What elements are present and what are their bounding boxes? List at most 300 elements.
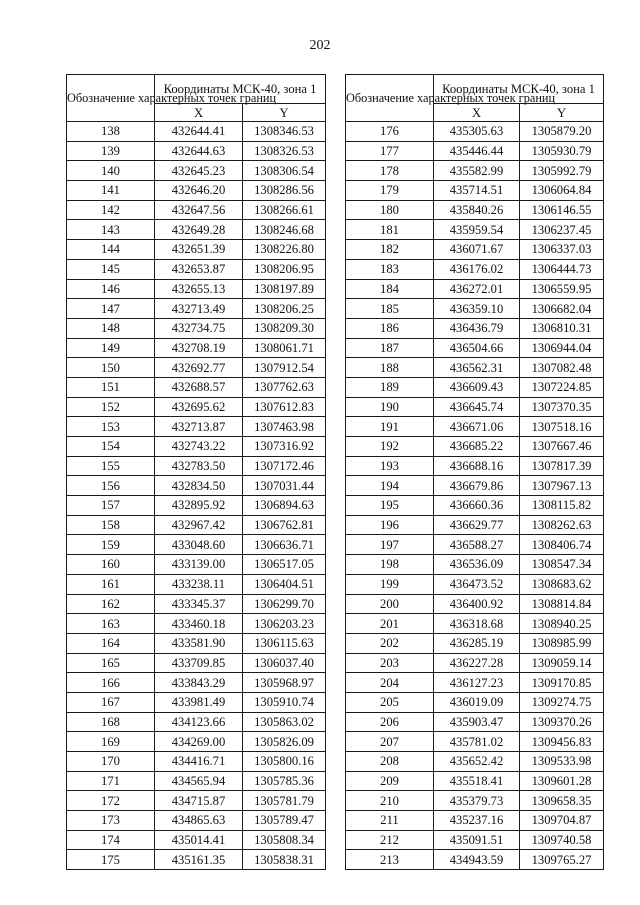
point-number-cell: 195 [346, 496, 434, 516]
y-coordinate-cell: 1305930.79 [520, 141, 604, 161]
table-row [346, 555, 604, 575]
x-coordinate-cell: 432734.75 [155, 318, 243, 338]
point-number-cell: 139 [67, 141, 155, 161]
x-coordinate-cell: 435840.26 [434, 200, 520, 220]
table-row [346, 712, 604, 732]
y-coordinate-cell: 1307082.48 [520, 358, 604, 378]
table-row [346, 279, 604, 299]
coord-system-header: Координаты МСК-40, зона 1 [434, 75, 604, 104]
point-number-cell: 212 [346, 830, 434, 850]
y-coordinate-cell: 1306762.81 [243, 515, 326, 535]
x-coordinate-cell: 435237.16 [434, 811, 520, 831]
table-row [346, 830, 604, 850]
y-coordinate-cell: 1305838.31 [243, 850, 326, 870]
point-number-cell: 164 [67, 633, 155, 653]
point-number-cell: 172 [67, 791, 155, 811]
table-row [67, 496, 326, 516]
table-row [67, 830, 326, 850]
x-coordinate-cell: 435903.47 [434, 712, 520, 732]
point-number-cell: 173 [67, 811, 155, 831]
point-number-cell: 181 [346, 220, 434, 240]
y-coordinate-cell: 1305785.36 [243, 771, 326, 791]
table-row [67, 220, 326, 240]
x-coordinate-cell: 436400.92 [434, 594, 520, 614]
point-number-cell: 200 [346, 594, 434, 614]
x-coordinate-cell: 436685.22 [434, 437, 520, 457]
y-coordinate-cell: 1307762.63 [243, 377, 326, 397]
x-coordinate-cell: 435014.41 [155, 830, 243, 850]
point-number-cell: 156 [67, 476, 155, 496]
table-row [346, 358, 604, 378]
table-row [346, 200, 604, 220]
table-row [67, 141, 326, 161]
point-number-cell: 138 [67, 122, 155, 142]
x-coordinate-cell: 434943.59 [434, 850, 520, 870]
table-row [346, 535, 604, 555]
x-coordinate-cell: 432695.62 [155, 397, 243, 417]
table-row [67, 555, 326, 575]
point-number-cell: 180 [346, 200, 434, 220]
y-coordinate-cell: 1306944.04 [520, 338, 604, 358]
y-coordinate-cell: 1306299.70 [243, 594, 326, 614]
x-coordinate-cell: 436318.68 [434, 614, 520, 634]
x-coordinate-cell: 435305.63 [434, 122, 520, 142]
y-coordinate-cell: 1308683.62 [520, 574, 604, 594]
y-coordinate-cell: 1306337.03 [520, 240, 604, 260]
x-coordinate-cell: 436176.02 [434, 259, 520, 279]
y-coordinate-cell: 1308406.74 [520, 535, 604, 555]
point-number-cell: 159 [67, 535, 155, 555]
point-number-cell: 203 [346, 653, 434, 673]
y-coordinate-cell: 1308262.63 [520, 515, 604, 535]
y-coordinate-cell: 1306682.04 [520, 299, 604, 319]
y-coordinate-cell: 1306444.73 [520, 259, 604, 279]
point-number-cell: 175 [67, 850, 155, 870]
table-row [346, 161, 604, 181]
x-coordinate-cell: 433139.00 [155, 555, 243, 575]
x-coordinate-cell: 432895.92 [155, 496, 243, 516]
x-coordinate-cell: 433709.85 [155, 653, 243, 673]
point-number-cell: 149 [67, 338, 155, 358]
x-coordinate-cell: 436071.67 [434, 240, 520, 260]
table-row [67, 456, 326, 476]
table-row [67, 358, 326, 378]
x-coordinate-cell: 432834.50 [155, 476, 243, 496]
y-coordinate-cell: 1308115.82 [520, 496, 604, 516]
y-coordinate-cell: 1306404.51 [243, 574, 326, 594]
point-number-cell: 148 [67, 318, 155, 338]
page-number: 202 [309, 38, 331, 53]
table-row [346, 653, 604, 673]
y-coordinate-cell: 1307224.85 [520, 377, 604, 397]
x-coordinate-cell: 435781.02 [434, 732, 520, 752]
point-number-cell: 177 [346, 141, 434, 161]
y-coordinate-cell: 1308206.25 [243, 299, 326, 319]
table-row [67, 653, 326, 673]
x-coordinate-cell: 436629.77 [434, 515, 520, 535]
x-coordinate-cell: 435652.42 [434, 752, 520, 772]
point-number-cell: 157 [67, 496, 155, 516]
x-coordinate-cell: 436688.16 [434, 456, 520, 476]
table-row [67, 200, 326, 220]
table-row [346, 397, 604, 417]
y-column-header: Y [520, 104, 604, 122]
table-row [67, 732, 326, 752]
y-coordinate-cell: 1309533.98 [520, 752, 604, 772]
x-coordinate-cell: 432783.50 [155, 456, 243, 476]
y-coordinate-cell: 1306237.45 [520, 220, 604, 240]
x-coordinate-cell: 432653.87 [155, 259, 243, 279]
y-coordinate-cell: 1308246.68 [243, 220, 326, 240]
x-coordinate-cell: 432644.41 [155, 122, 243, 142]
x-coordinate-cell: 433460.18 [155, 614, 243, 634]
point-number-cell: 161 [67, 574, 155, 594]
point-number-cell: 165 [67, 653, 155, 673]
table-row [67, 791, 326, 811]
table-row [346, 417, 604, 437]
y-coordinate-cell: 1308547.34 [520, 555, 604, 575]
y-coordinate-cell: 1307667.46 [520, 437, 604, 457]
x-coordinate-cell: 432647.56 [155, 200, 243, 220]
table-row [67, 417, 326, 437]
point-number-cell: 179 [346, 181, 434, 201]
table-row [67, 476, 326, 496]
table-row [346, 850, 604, 870]
point-number-cell: 167 [67, 692, 155, 712]
x-coordinate-cell: 433048.60 [155, 535, 243, 555]
table-row [67, 259, 326, 279]
x-coordinate-cell: 435582.99 [434, 161, 520, 181]
x-coordinate-cell: 433981.49 [155, 692, 243, 712]
x-coordinate-cell: 433843.29 [155, 673, 243, 693]
y-coordinate-cell: 1307967.13 [520, 476, 604, 496]
table-row [67, 181, 326, 201]
x-coordinate-cell: 434715.87 [155, 791, 243, 811]
point-number-cell: 142 [67, 200, 155, 220]
y-coordinate-cell: 1309658.35 [520, 791, 604, 811]
table-row [67, 515, 326, 535]
point-number-cell: 207 [346, 732, 434, 752]
y-coordinate-cell: 1308814.84 [520, 594, 604, 614]
point-number-cell: 198 [346, 555, 434, 575]
point-number-cell: 152 [67, 397, 155, 417]
y-coordinate-cell: 1309456.83 [520, 732, 604, 752]
table-row [346, 732, 604, 752]
x-coordinate-cell: 432692.77 [155, 358, 243, 378]
point-header: Обозначение характерных точек границ [346, 75, 434, 122]
coord-system-header: Координаты МСК-40, зона 1 [155, 75, 326, 104]
x-coordinate-cell: 436679.86 [434, 476, 520, 496]
y-coordinate-cell: 1305826.09 [243, 732, 326, 752]
table-row [67, 850, 326, 870]
y-coordinate-cell: 1307518.16 [520, 417, 604, 437]
point-number-cell: 211 [346, 811, 434, 831]
table-row [67, 437, 326, 457]
y-coordinate-cell: 1308306.54 [243, 161, 326, 181]
table-row [67, 594, 326, 614]
x-coordinate-cell: 432655.13 [155, 279, 243, 299]
y-coordinate-cell: 1309370.26 [520, 712, 604, 732]
point-number-cell: 188 [346, 358, 434, 378]
y-coordinate-cell: 1309740.58 [520, 830, 604, 850]
y-column-header: Y [243, 104, 326, 122]
table-row [346, 692, 604, 712]
x-coordinate-cell: 432967.42 [155, 515, 243, 535]
point-number-cell: 193 [346, 456, 434, 476]
y-coordinate-cell: 1307172.46 [243, 456, 326, 476]
y-coordinate-cell: 1305910.74 [243, 692, 326, 712]
table-row [67, 338, 326, 358]
point-number-cell: 170 [67, 752, 155, 772]
y-coordinate-cell: 1305992.79 [520, 161, 604, 181]
y-coordinate-cell: 1308226.80 [243, 240, 326, 260]
x-coordinate-cell: 434865.63 [155, 811, 243, 831]
x-coordinate-cell: 434416.71 [155, 752, 243, 772]
point-number-cell: 153 [67, 417, 155, 437]
x-coordinate-cell: 436609.43 [434, 377, 520, 397]
y-coordinate-cell: 1307912.54 [243, 358, 326, 378]
y-coordinate-cell: 1306064.84 [520, 181, 604, 201]
table-row [346, 574, 604, 594]
x-coordinate-cell: 436645.74 [434, 397, 520, 417]
x-coordinate-cell: 436019.09 [434, 692, 520, 712]
x-coordinate-cell: 435446.44 [434, 141, 520, 161]
y-coordinate-cell: 1308061.71 [243, 338, 326, 358]
y-coordinate-cell: 1308940.25 [520, 614, 604, 634]
table-row [346, 614, 604, 634]
x-coordinate-cell: 432688.57 [155, 377, 243, 397]
x-coordinate-cell: 436536.09 [434, 555, 520, 575]
x-coordinate-cell: 435714.51 [434, 181, 520, 201]
y-coordinate-cell: 1308985.99 [520, 633, 604, 653]
x-coordinate-cell: 432708.19 [155, 338, 243, 358]
point-number-cell: 204 [346, 673, 434, 693]
x-coordinate-cell: 436473.52 [434, 574, 520, 594]
point-number-cell: 205 [346, 692, 434, 712]
point-number-cell: 210 [346, 791, 434, 811]
x-coordinate-cell: 436227.28 [434, 653, 520, 673]
table-row [346, 771, 604, 791]
point-number-cell: 197 [346, 535, 434, 555]
x-coordinate-cell: 432651.39 [155, 240, 243, 260]
x-coordinate-cell: 435091.51 [434, 830, 520, 850]
x-coordinate-cell: 432645.23 [155, 161, 243, 181]
point-number-cell: 166 [67, 673, 155, 693]
point-number-cell: 209 [346, 771, 434, 791]
table-row [346, 141, 604, 161]
point-number-cell: 182 [346, 240, 434, 260]
x-coordinate-cell: 436436.79 [434, 318, 520, 338]
x-column-header: X [155, 104, 243, 122]
table-row [346, 377, 604, 397]
x-coordinate-cell: 434269.00 [155, 732, 243, 752]
y-coordinate-cell: 1306894.63 [243, 496, 326, 516]
table-row [67, 122, 326, 142]
coordinates-table-left [66, 74, 326, 870]
y-coordinate-cell: 1308197.89 [243, 279, 326, 299]
y-coordinate-cell: 1306517.05 [243, 555, 326, 575]
y-coordinate-cell: 1305968.97 [243, 673, 326, 693]
y-coordinate-cell: 1305789.47 [243, 811, 326, 831]
point-number-cell: 201 [346, 614, 434, 634]
table-row [67, 692, 326, 712]
point-number-cell: 178 [346, 161, 434, 181]
x-coordinate-cell: 435379.73 [434, 791, 520, 811]
y-coordinate-cell: 1309170.85 [520, 673, 604, 693]
x-coordinate-cell: 436588.27 [434, 535, 520, 555]
x-coordinate-cell: 432713.87 [155, 417, 243, 437]
point-number-cell: 206 [346, 712, 434, 732]
table-row [67, 161, 326, 181]
point-number-cell: 169 [67, 732, 155, 752]
point-number-cell: 199 [346, 574, 434, 594]
point-number-cell: 163 [67, 614, 155, 634]
point-number-cell: 154 [67, 437, 155, 457]
x-coordinate-cell: 435518.41 [434, 771, 520, 791]
y-coordinate-cell: 1305800.16 [243, 752, 326, 772]
point-number-cell: 145 [67, 259, 155, 279]
point-number-cell: 174 [67, 830, 155, 850]
table-row [346, 240, 604, 260]
table-row [346, 299, 604, 319]
y-coordinate-cell: 1306037.40 [243, 653, 326, 673]
y-coordinate-cell: 1307316.92 [243, 437, 326, 457]
y-coordinate-cell: 1306559.95 [520, 279, 604, 299]
y-coordinate-cell: 1305863.02 [243, 712, 326, 732]
point-number-cell: 202 [346, 633, 434, 653]
point-number-cell: 147 [67, 299, 155, 319]
point-number-cell: 194 [346, 476, 434, 496]
x-coordinate-cell: 436272.01 [434, 279, 520, 299]
point-number-cell: 151 [67, 377, 155, 397]
table-row [67, 397, 326, 417]
y-coordinate-cell: 1306203.23 [243, 614, 326, 634]
x-coordinate-cell: 436660.36 [434, 496, 520, 516]
point-number-cell: 187 [346, 338, 434, 358]
table-row [67, 811, 326, 831]
y-coordinate-cell: 1305808.34 [243, 830, 326, 850]
x-coordinate-cell: 433345.37 [155, 594, 243, 614]
y-coordinate-cell: 1306146.55 [520, 200, 604, 220]
x-coordinate-cell: 435161.35 [155, 850, 243, 870]
table-row [346, 496, 604, 516]
y-coordinate-cell: 1309704.87 [520, 811, 604, 831]
point-number-cell: 162 [67, 594, 155, 614]
point-number-cell: 168 [67, 712, 155, 732]
table-row [346, 752, 604, 772]
table-row [346, 673, 604, 693]
table-row [67, 673, 326, 693]
y-coordinate-cell: 1308346.53 [243, 122, 326, 142]
y-coordinate-cell: 1309765.27 [520, 850, 604, 870]
x-coordinate-cell: 436504.66 [434, 338, 520, 358]
point-number-cell: 160 [67, 555, 155, 575]
table-row [346, 338, 604, 358]
y-coordinate-cell: 1307463.98 [243, 417, 326, 437]
point-number-cell: 176 [346, 122, 434, 142]
point-number-cell: 143 [67, 220, 155, 240]
y-coordinate-cell: 1309601.28 [520, 771, 604, 791]
x-coordinate-cell: 435959.54 [434, 220, 520, 240]
x-coordinate-cell: 436562.31 [434, 358, 520, 378]
y-coordinate-cell: 1309059.14 [520, 653, 604, 673]
x-coordinate-cell: 436285.19 [434, 633, 520, 653]
x-coordinate-cell: 436127.23 [434, 673, 520, 693]
table-row [346, 259, 604, 279]
point-number-cell: 191 [346, 417, 434, 437]
point-header: Обозначение характерных точек границ [67, 75, 155, 122]
x-coordinate-cell: 434565.94 [155, 771, 243, 791]
point-number-cell: 213 [346, 850, 434, 870]
x-coordinate-cell: 432646.20 [155, 181, 243, 201]
x-coordinate-cell: 434123.66 [155, 712, 243, 732]
table-row [346, 476, 604, 496]
y-coordinate-cell: 1305879.20 [520, 122, 604, 142]
table-row [67, 535, 326, 555]
table-row [67, 712, 326, 732]
table-row [346, 456, 604, 476]
coordinates-table-right [345, 74, 604, 870]
table-row [67, 771, 326, 791]
point-number-cell: 186 [346, 318, 434, 338]
point-number-cell: 190 [346, 397, 434, 417]
point-number-cell: 192 [346, 437, 434, 457]
y-coordinate-cell: 1309274.75 [520, 692, 604, 712]
point-number-cell: 155 [67, 456, 155, 476]
y-coordinate-cell: 1307031.44 [243, 476, 326, 496]
y-coordinate-cell: 1308206.95 [243, 259, 326, 279]
y-coordinate-cell: 1306115.63 [243, 633, 326, 653]
table-row [346, 122, 604, 142]
point-number-cell: 196 [346, 515, 434, 535]
table-row [346, 181, 604, 201]
x-coordinate-cell: 432649.28 [155, 220, 243, 240]
x-coordinate-cell: 433238.11 [155, 574, 243, 594]
table-row [346, 318, 604, 338]
table-row [346, 220, 604, 240]
x-coordinate-cell: 436671.06 [434, 417, 520, 437]
table-row [346, 594, 604, 614]
point-number-cell: 140 [67, 161, 155, 181]
point-number-cell: 158 [67, 515, 155, 535]
point-number-cell: 183 [346, 259, 434, 279]
table-row [346, 811, 604, 831]
y-coordinate-cell: 1308326.53 [243, 141, 326, 161]
y-coordinate-cell: 1307817.39 [520, 456, 604, 476]
point-number-cell: 208 [346, 752, 434, 772]
table-row [346, 633, 604, 653]
y-coordinate-cell: 1307370.35 [520, 397, 604, 417]
x-coordinate-cell: 433581.90 [155, 633, 243, 653]
x-coordinate-cell: 436359.10 [434, 299, 520, 319]
point-number-cell: 171 [67, 771, 155, 791]
table-row [67, 614, 326, 634]
x-column-header: X [434, 104, 520, 122]
y-coordinate-cell: 1305781.79 [243, 791, 326, 811]
y-coordinate-cell: 1306810.31 [520, 318, 604, 338]
point-number-cell: 185 [346, 299, 434, 319]
table-row [346, 791, 604, 811]
point-number-cell: 150 [67, 358, 155, 378]
y-coordinate-cell: 1307612.83 [243, 397, 326, 417]
table-row [346, 515, 604, 535]
y-coordinate-cell: 1308266.61 [243, 200, 326, 220]
table-row [346, 437, 604, 457]
x-coordinate-cell: 432644.63 [155, 141, 243, 161]
point-number-cell: 141 [67, 181, 155, 201]
y-coordinate-cell: 1308286.56 [243, 181, 326, 201]
point-number-cell: 146 [67, 279, 155, 299]
